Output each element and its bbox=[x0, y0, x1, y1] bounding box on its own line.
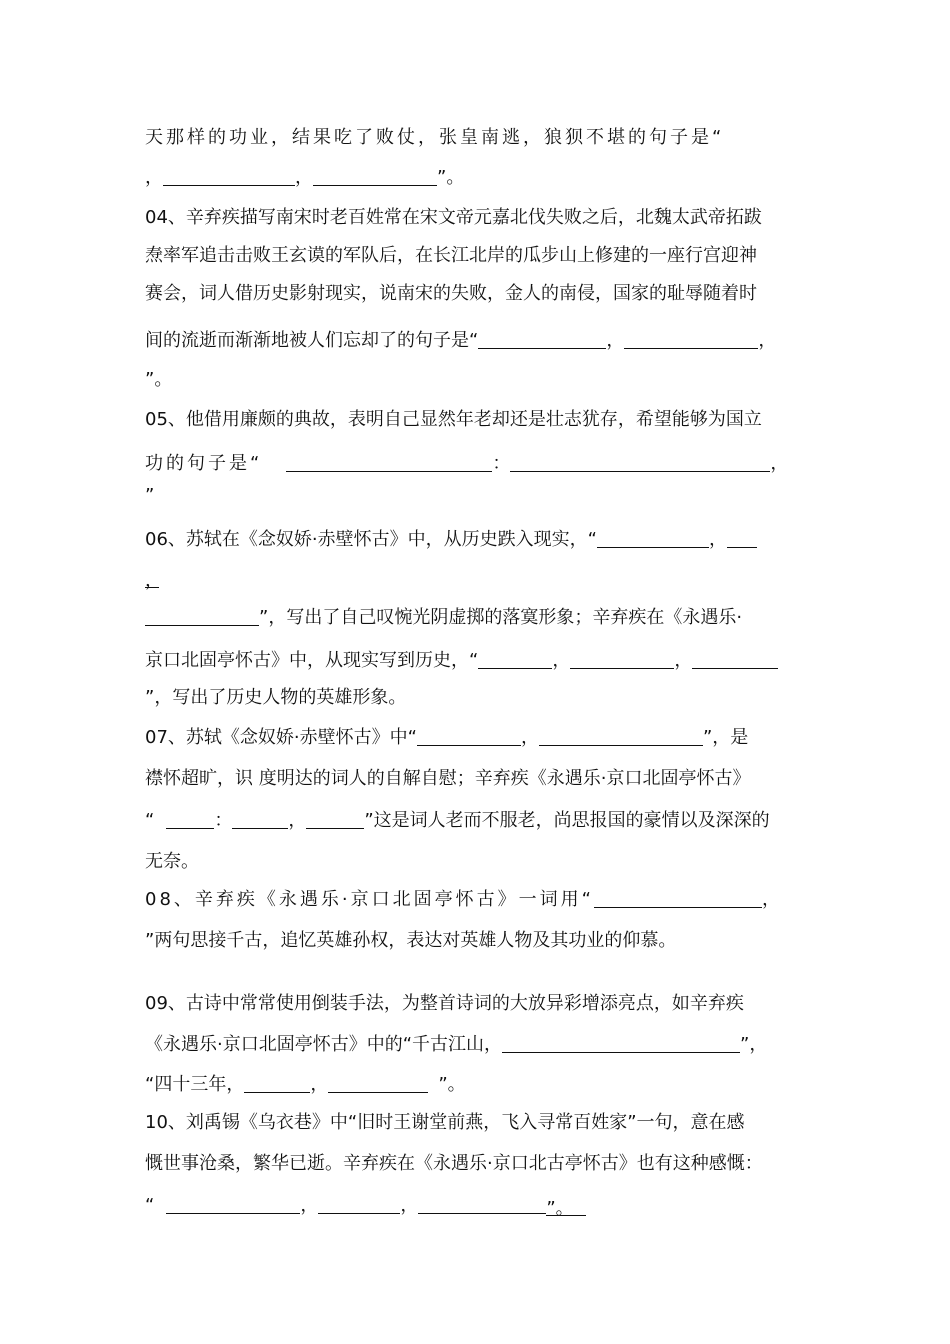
q10-blank-2[interactable] bbox=[318, 1195, 400, 1214]
q04-line-3: 赛会，词人借历史影射现实，说南宋的失败，金人的南侵，国家的耻辱随着时 bbox=[145, 283, 757, 304]
q05-blank-1[interactable] bbox=[286, 453, 492, 472]
q07-line-2: 襟怀超旷，识 度明达的词人的自解自慰；辛弃疾《永遇乐·京口北固亭怀古》 bbox=[145, 768, 751, 789]
q09-blank-2[interactable] bbox=[244, 1074, 310, 1093]
q07-blank-3[interactable] bbox=[166, 810, 214, 829]
q06-blank-4[interactable] bbox=[478, 650, 552, 669]
q07-line-3: “ ： ， ”这是词人老而不服老，尚思报国的豪情以及深深的 bbox=[145, 810, 770, 831]
q06-blank-5[interactable] bbox=[570, 650, 674, 669]
q07-blank-5[interactable] bbox=[306, 810, 364, 829]
q06-blank-comma: ， bbox=[145, 570, 163, 591]
q03-line-1 bbox=[145, 126, 724, 150]
q09-blank-3[interactable] bbox=[328, 1074, 428, 1093]
q06-blank-1[interactable] bbox=[597, 529, 709, 548]
q07-line-1: 07、苏轼《念奴娇·赤壁怀古》中“ ， ”，是 bbox=[145, 727, 749, 748]
q07-blank-4[interactable] bbox=[232, 810, 288, 829]
q06-line-2 bbox=[145, 566, 163, 591]
q06-line-3: ”，写出了自己叹惋光阴虚掷的落寞形象；辛弃疾在《永遇乐· bbox=[145, 606, 742, 630]
q05-line-1: 05、他借用廉颇的典故，表明自己显然年老却还是壮志犹存，希望能够为国立 bbox=[145, 409, 762, 430]
q04-blank-1[interactable] bbox=[478, 330, 606, 349]
q08-line-2: ”两句思接千古，追忆英雄孙权，表达对英雄人物及其功业的仰慕。 bbox=[145, 930, 677, 951]
q09-blank-1[interactable] bbox=[502, 1034, 740, 1053]
q08-blank-1[interactable] bbox=[594, 889, 762, 908]
q03-blank-1[interactable] bbox=[163, 167, 295, 186]
q04-line-2: 焘率军追击击败王玄谟的军队后，在长江北岸的瓜步山上修建的一座行宫迎神 bbox=[145, 245, 757, 266]
q06-blank-3[interactable] bbox=[145, 607, 259, 626]
q06-line-4: 京口北固亭怀古》中，从现实写到历史，“ ， ， bbox=[145, 649, 778, 673]
q05-line-2: 功的句子是“ ： ， bbox=[145, 453, 789, 474]
q04-line-1: 04、辛弃疾描写南宋时老百姓常在宋文帝元嘉北伐失败之后，北魏太武帝拓跋 bbox=[145, 207, 762, 228]
q03-blank-2[interactable] bbox=[313, 167, 437, 186]
q04-line-5: ”。 bbox=[145, 369, 173, 390]
q07-line-4: 无奈。 bbox=[145, 851, 199, 872]
q10-line-3: “ ， ， ”。 bbox=[145, 1194, 586, 1218]
q07-blank-1[interactable] bbox=[417, 727, 521, 746]
q09-line-1: 09、古诗中常常使用倒装手法，为整首诗词的大放异彩增添亮点，如辛弃疾 bbox=[145, 993, 744, 1014]
q07-blank-2[interactable] bbox=[539, 727, 703, 746]
q10-blank-1[interactable] bbox=[166, 1195, 300, 1214]
q03-text: 天那样的功业，结果吃了败仗，张皇南逃，狼狈不堪的句子是“ bbox=[145, 127, 725, 148]
q06-line-1: 06、苏轼在《念奴娇·赤壁怀古》中，从历史跌入现实，“ ， bbox=[145, 528, 757, 552]
q09-line-3: “四十三年， ， ”。 bbox=[145, 1074, 466, 1095]
q10-line-1: 10、刘禹锡《乌衣巷》中“旧时王谢堂前燕，飞入寻常百姓家”一句，意在感 bbox=[145, 1112, 745, 1133]
q10-blank-3[interactable] bbox=[418, 1195, 546, 1214]
q08-line-1: 08、辛弃疾《永遇乐·京口北固亭怀古》一词用“ ， bbox=[145, 889, 780, 910]
q05-blank-2[interactable] bbox=[510, 453, 770, 472]
q10-close: ”。 bbox=[546, 1197, 586, 1216]
q03-answer-line: ， ， ”。 bbox=[145, 167, 465, 188]
q04-line-4: 间的流逝而渐渐地被人们忘却了的句子是“ ， ， bbox=[145, 330, 777, 351]
q06-blank-2[interactable] bbox=[727, 529, 757, 548]
q06-line-5: ”，写出了历史人物的英雄形象。 bbox=[145, 687, 407, 708]
q09-line-2: 《永遇乐·京口北固亭怀古》中的“千古江山， ”， bbox=[145, 1034, 768, 1055]
q05-line-3: ” bbox=[145, 485, 155, 506]
q06-blank-6[interactable] bbox=[692, 650, 778, 669]
q04-blank-2[interactable] bbox=[624, 330, 758, 349]
q10-line-2: 慨世事沧桑，繁华已逝。辛弃疾在《永遇乐·京口北古亭怀古》也有这种感慨： bbox=[145, 1153, 763, 1174]
